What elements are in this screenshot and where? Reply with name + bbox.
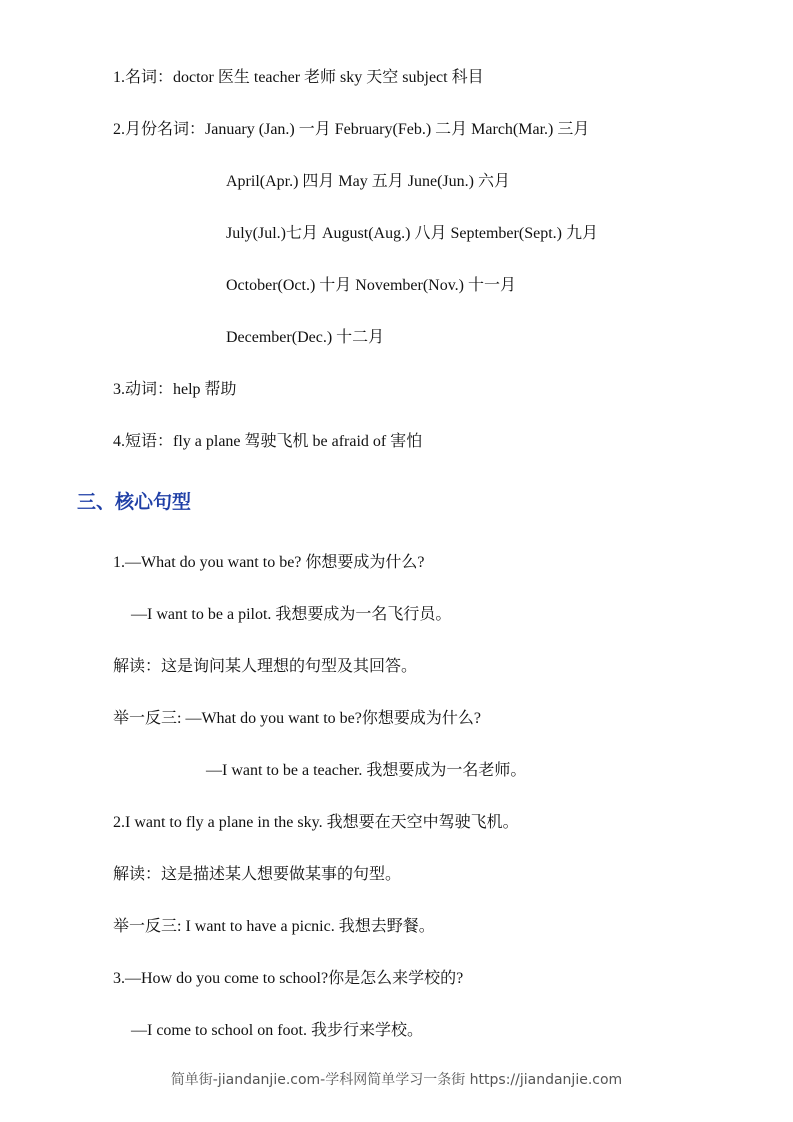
sentence-2-example: 举一反三: I want to have a picnic. 我想去野餐。 — [113, 918, 435, 935]
vocab-months-line-2: April(Apr.) 四月 May 五月 June(Jun.) 六月 — [226, 173, 510, 190]
sentence-3-answer: —I come to school on foot. 我步行来学校。 — [131, 1022, 423, 1039]
sentence-1-note: 解读：这是询问某人理想的句型及其回答。 — [113, 658, 418, 675]
vocab-months-line-5: December(Dec.) 十二月 — [226, 329, 385, 346]
sentence-1-example-answer: —I want to be a teacher. 我想要成为一名老师。 — [206, 762, 527, 779]
section-heading: 三、核心句型 — [77, 491, 192, 513]
sentence-3-question: 3.—How do you come to school?你是怎么来学校的? — [113, 970, 464, 987]
vocab-months-line-1: 2.月份名词：January (Jan.) 一月 February(Feb.) 二月 March(Mar.) 三月 — [113, 121, 590, 138]
vocab-months-line-3: July(Jul.)七月 August(Aug.) 八月 September(Sept.) 九月 — [226, 225, 598, 242]
sentence-1-answer: —I want to be a pilot. 我想要成为一名飞行员。 — [131, 606, 452, 623]
vocab-verbs: 3.动词：help 帮助 — [113, 381, 237, 398]
sentence-1-question: 1.—What do you want to be? 你想要成为什么? — [113, 554, 425, 571]
sentence-2-note: 解读：这是描述某人想要做某事的句型。 — [113, 866, 402, 883]
vocab-nouns: 1.名词：doctor 医生 teacher 老师 sky 天空 subject 科目 — [113, 69, 484, 86]
sentence-2: 2.I want to fly a plane in the sky. 我想要在天空中驾驶飞机。 — [113, 814, 519, 831]
sentence-1-example-question: 举一反三: —What do you want to be?你想要成为什么? — [113, 710, 481, 727]
vocab-phrases: 4.短语：fly a plane 驾驶飞机 be afraid of 害怕 — [113, 433, 423, 450]
vocab-months-line-4: October(Oct.) 十月 November(Nov.) 十一月 — [226, 277, 516, 294]
page-footer: 简单街-jiandanjie.com-学科网简单学习一条街 https://jiandanjie.com — [170, 1072, 623, 1088]
